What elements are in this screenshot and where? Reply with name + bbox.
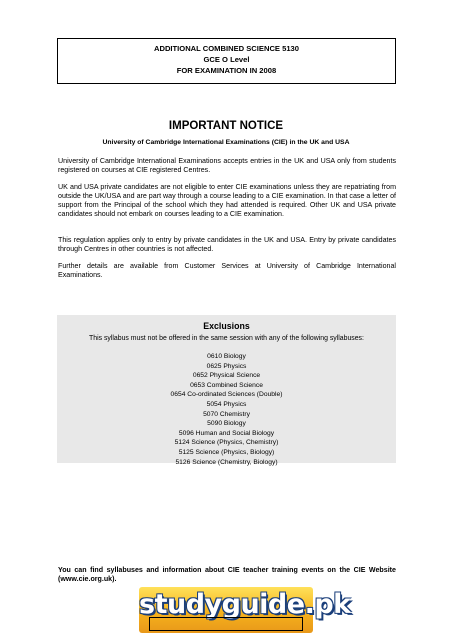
notice-paragraph: UK and USA private candidates are not eligible to enter CIE examinations unless they are repatriating from outside the UK/USA and are part way through a course leading to a CIE examination. In that case a letter of support from the Principal of the school which they had attended is required. Other UK and USA private candidates should not embark on courses leading to a CIE examination. bbox=[58, 183, 396, 219]
logo-text: studyguide.pk bbox=[139, 589, 351, 620]
logo-frame bbox=[149, 617, 303, 631]
header-level: GCE O Level bbox=[203, 55, 250, 64]
studyguide-logo[interactable] bbox=[139, 587, 351, 633]
header-exam-year: FOR EXAMINATION IN 2008 bbox=[176, 66, 277, 75]
exclusions-list bbox=[57, 352, 396, 467]
exclusions-box bbox=[57, 315, 396, 466]
list-item: 5126 Science (Chemistry, Biology) bbox=[175, 458, 278, 466]
header-syllabus-title: ADDITIONAL COMBINED SCIENCE 5130 bbox=[153, 44, 299, 53]
notice-subtitle: University of Cambridge International Examinations (CIE) in the UK and USA bbox=[102, 139, 350, 146]
list-item: 5125 Science (Physics, Biology) bbox=[178, 448, 275, 456]
list-item: 0653 Combined Science bbox=[190, 381, 263, 389]
notice-paragraph: This regulation applies only to entry by private candidates in the UK and USA. Entry by private candidates through Centres in other countries is not affected. bbox=[58, 236, 396, 254]
exclusions-intro: This syllabus must not be offered in the same session with any of the following syllabuses: bbox=[89, 335, 364, 342]
list-item: 5090 Biology bbox=[207, 420, 246, 428]
list-item: 5096 Human and Social Biology bbox=[178, 429, 275, 437]
list-item: 0654 Co-ordinated Sciences (Double) bbox=[170, 391, 283, 399]
list-item: 0652 Physical Science bbox=[192, 372, 261, 380]
notice-title: IMPORTANT NOTICE bbox=[168, 120, 284, 132]
list-item: 5124 Science (Physics, Chemistry) bbox=[174, 439, 279, 447]
list-item: 0625 Physics bbox=[206, 362, 247, 370]
list-item: 5070 Chemistry bbox=[203, 410, 250, 418]
notice-paragraph: University of Cambridge International Examinations accepts entries in the UK and USA only from students registered on courses at CIE registered Centres. bbox=[58, 157, 396, 175]
footer-note: You can find syllabuses and information about CIE teacher training events on the CIE Website (www.cie.org.uk). bbox=[58, 566, 396, 584]
notice-paragraph: Further details are available from Customer Services at University of Cambridge International Examinations. bbox=[58, 262, 396, 280]
exclusions-title: Exclusions bbox=[203, 321, 250, 331]
list-item: 0610 Biology bbox=[207, 353, 246, 360]
header-box bbox=[57, 38, 396, 84]
list-item: 5054 Physics bbox=[206, 400, 247, 408]
